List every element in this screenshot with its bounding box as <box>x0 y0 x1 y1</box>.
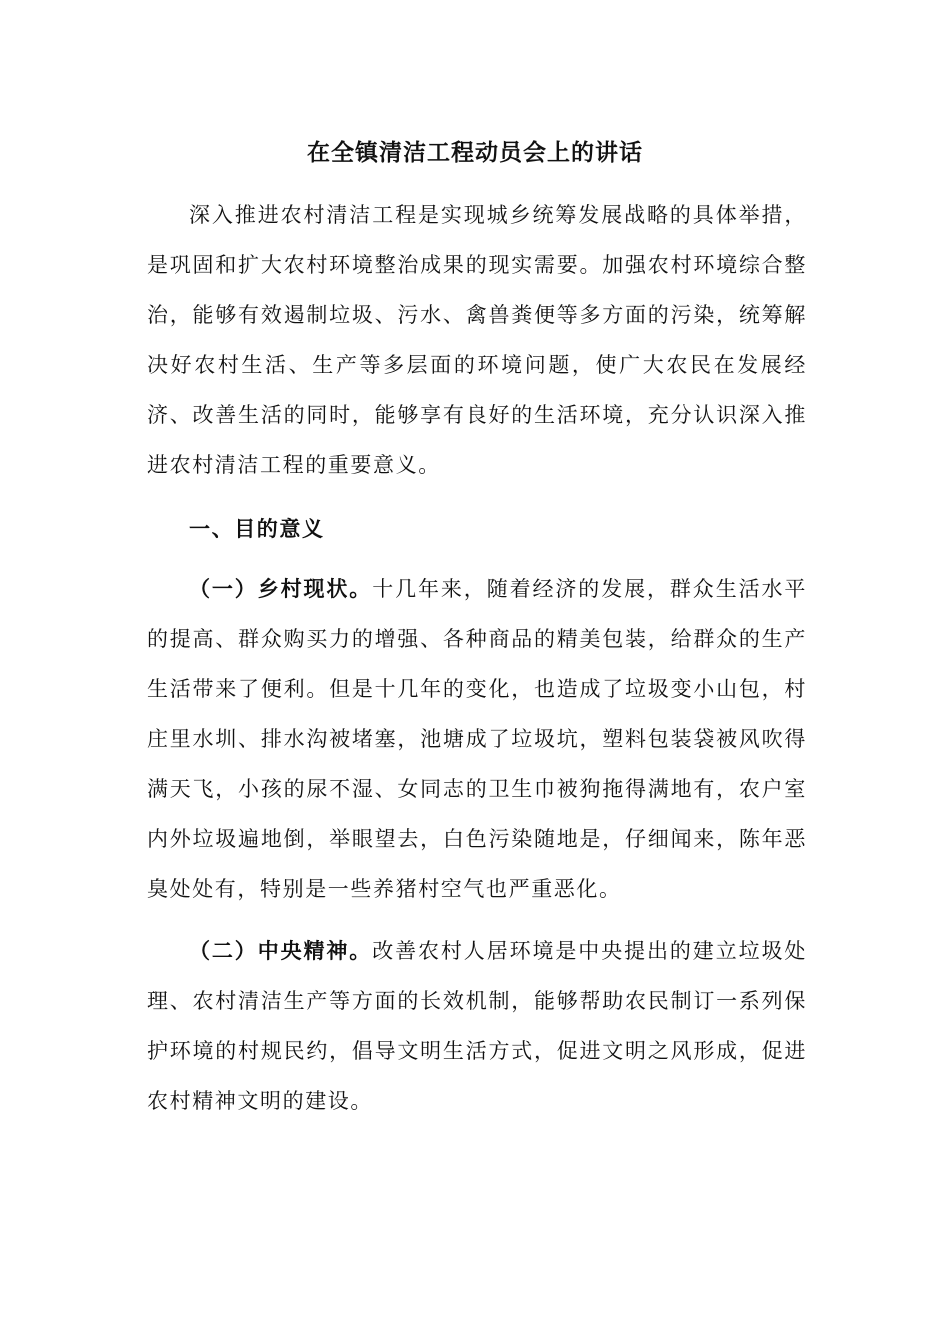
intro-paragraph: 深入推进农村清洁工程是实现城乡统筹发展战略的具体举措，是巩固和扩大农村环境整治成果的现实需要。加强农村环境综合整治，能够有效遏制垃圾、污水、禽兽粪便等多方面的污染，统筹解决好农村生活、生产等多层面的环境问题，使广大农民在发展经济、改善生活的同时，能够享有良好的生活环境，充分认识深入推进农村清洁工程的重要意义。 <box>147 203 807 477</box>
paragraph-rural-status <box>147 564 807 914</box>
document-title: 在全镇清洁工程动员会上的讲话 <box>307 140 643 166</box>
paragraph-central-spirit <box>147 926 807 1126</box>
paragraph-body: 改善农村人居环境是中央提出的建立垃圾处理、农村清洁生产等方面的长效机制，能够帮助农民制订一系列保护环境的村规民约，倡导文明生活方式，促进文明之风形成，促进农村精神文明的建设。 <box>147 939 807 1113</box>
paragraph-lead: （二）中央精神。 <box>189 939 373 963</box>
section-heading: 一、目的意义 <box>189 517 325 541</box>
paragraph-body: 十几年来，随着经济的发展，群众生活水平的提高、群众购买力的增强、各种商品的精美包装，给群众的生产生活带来了便利。但是十几年的变化，也造成了垃圾变小山包，村庄里水圳、排水沟被堵塞，池塘成了垃圾坑，塑料包装袋被风吹得满天飞，小孩的尿不湿、女同志的卫生巾被狗拖得满地有，农户室内外垃圾遍地倒，举眼望去，白色污染随地是，仔细闻来，陈年恶臭处处有，特别是一些养猪村空气也严重恶化。 <box>147 577 807 901</box>
paragraph-lead: （一）乡村现状。 <box>189 577 373 601</box>
